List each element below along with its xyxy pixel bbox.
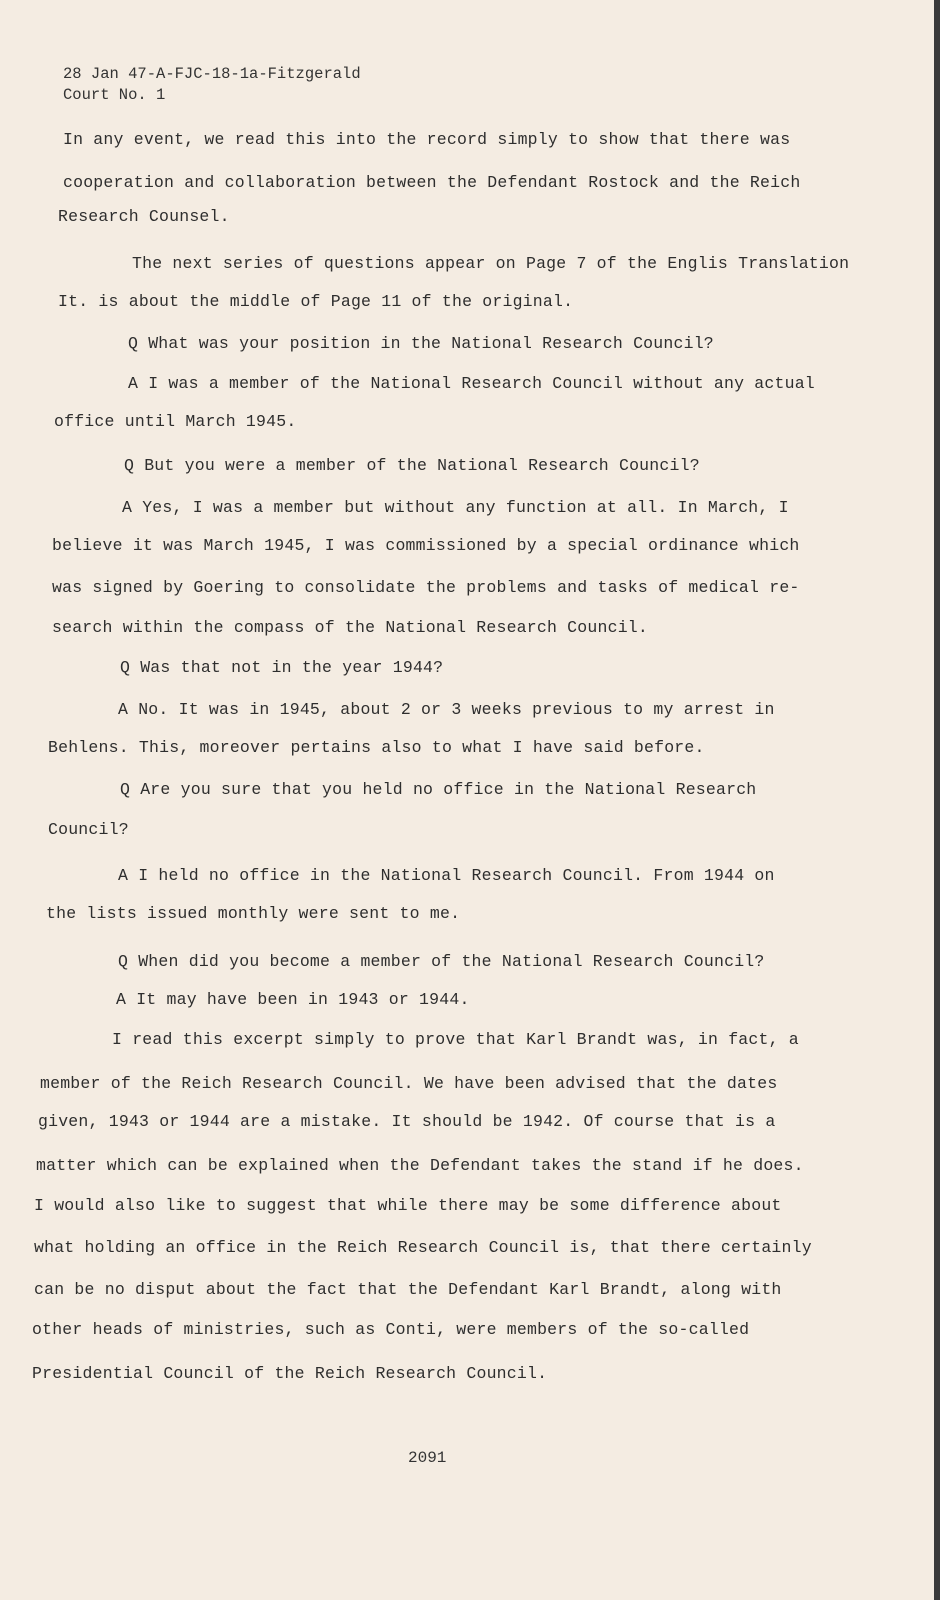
header-court: Court No. 1 <box>63 86 166 104</box>
text-line: search within the compass of the National Research Council. <box>52 618 648 637</box>
text-line: what holding an office in the Reich Research Council is, that there certainly <box>34 1238 812 1257</box>
text-line: office until March 1945. <box>54 412 297 431</box>
text-line: Behlens. This, moreover pertains also to what I have said before. <box>48 738 705 757</box>
text-line: believe it was March 1945, I was commissioned by a special ordinance which <box>52 536 800 555</box>
text-line: In any event, we read this into the record simply to show that there was <box>63 130 791 149</box>
text-line: can be no disput about the fact that the Defendant Karl Brandt, along with <box>34 1280 782 1299</box>
text-line: matter which can be explained when the Defendant takes the stand if he does. <box>36 1156 804 1175</box>
text-line: Q When did you become a member of the National Research Council? <box>118 952 765 971</box>
text-line: A I held no office in the National Research Council. From 1944 on <box>118 866 775 885</box>
text-line: other heads of ministries, such as Conti, were members of the so-called <box>32 1320 750 1339</box>
text-line: It. is about the middle of Page 11 of the original. <box>58 292 574 311</box>
text-line: A I was a member of the National Research Council without any actual <box>128 374 815 393</box>
text-line: Council? <box>48 820 129 839</box>
text-line: member of the Reich Research Council. We have been advised that the dates <box>40 1074 778 1093</box>
text-line: A It may have been in 1943 or 1944. <box>116 990 470 1009</box>
text-line: Q But you were a member of the National Research Council? <box>124 456 700 475</box>
text-line: I would also like to suggest that while there may be some difference about <box>34 1196 782 1215</box>
text-line: the lists issued monthly were sent to me. <box>46 904 461 923</box>
text-line: was signed by Goering to consolidate the problems and tasks of medical re- <box>52 578 800 597</box>
text-line: Presidential Council of the Reich Research Council. <box>32 1364 548 1383</box>
text-line: A Yes, I was a member but without any function at all. In March, I <box>122 498 789 517</box>
text-line: cooperation and collaboration between the Defendant Rostock and the Reich <box>63 173 801 192</box>
text-line: Q Are you sure that you held no office in the National Research <box>120 780 757 799</box>
text-line: Q Was that not in the year 1944? <box>120 658 444 677</box>
page-header <box>63 64 361 106</box>
page-number: 2091 <box>408 1449 447 1467</box>
text-line: I read this excerpt simply to prove that Karl Brandt was, in fact, a <box>112 1030 799 1049</box>
text-line: given, 1943 or 1944 are a mistake. It should be 1942. Of course that is a <box>38 1112 776 1131</box>
text-line: The next series of questions appear on Page 7 of the Englis Translation <box>132 254 850 273</box>
text-line: Q What was your position in the National Research Council? <box>128 334 714 353</box>
text-line: A No. It was in 1945, about 2 or 3 weeks previous to my arrest in <box>118 700 775 719</box>
header-docket: 28 Jan 47-A-FJC-18-1a-Fitzgerald <box>63 65 361 83</box>
text-line: Research Counsel. <box>58 207 230 226</box>
